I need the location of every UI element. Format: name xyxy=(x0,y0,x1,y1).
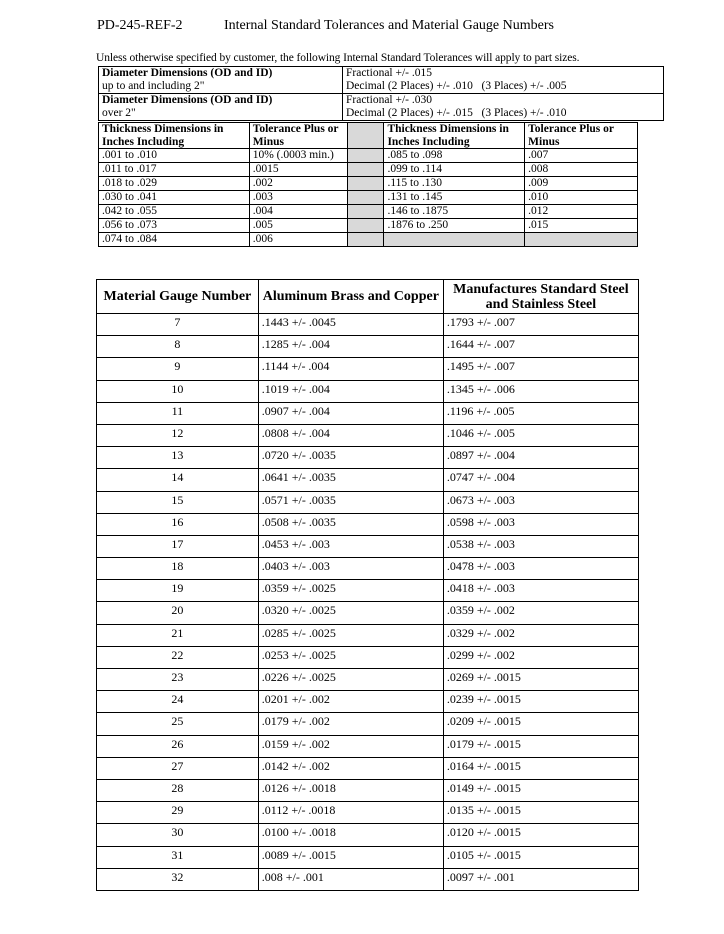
decimal-tolerance: Decimal (2 Places) +/- .010 (3 Places) +/- .005 xyxy=(346,79,567,92)
gauge-number: 11 xyxy=(97,402,259,424)
tolerance-value: .005 xyxy=(249,219,347,233)
tolerance-value: 10% (.0003 min.) xyxy=(249,149,347,163)
gauge-number: 18 xyxy=(97,558,259,580)
aluminum-brass-copper-value: .0907 +/- .004 xyxy=(258,402,443,424)
gauge-header-row xyxy=(97,280,639,314)
table-row xyxy=(97,802,639,824)
diameter-row xyxy=(99,67,664,94)
tolerance-value: .002 xyxy=(249,177,347,191)
table-row xyxy=(97,691,639,713)
aluminum-brass-copper-value: .1019 +/- .004 xyxy=(258,380,443,402)
steel-stainless-value: .0209 +/- .0015 xyxy=(443,713,638,735)
table-row xyxy=(97,358,639,380)
steel-stainless-value: .0105 +/- .0015 xyxy=(443,846,638,868)
aluminum-brass-copper-value: .0808 +/- .004 xyxy=(258,424,443,446)
aluminum-brass-copper-value: .0100 +/- .0018 xyxy=(258,824,443,846)
tolerance-value: .007 xyxy=(525,149,638,163)
steel-stainless-value: .0120 +/- .0015 xyxy=(443,824,638,846)
thickness-range: .042 to .055 xyxy=(99,205,250,219)
diameter-tolerance-cell xyxy=(343,67,664,94)
steel-stainless-value: .0239 +/- .0015 xyxy=(443,691,638,713)
gauge-number: 29 xyxy=(97,802,259,824)
table-row xyxy=(97,424,639,446)
diameter-tolerance-cell xyxy=(343,94,664,121)
steel-stainless-value: .1793 +/- .007 xyxy=(443,314,638,336)
steel-stainless-value: .0897 +/- .004 xyxy=(443,447,638,469)
page-title: Internal Standard Tolerances and Material Gauge Numbers xyxy=(224,18,554,33)
steel-stainless-value: .0179 +/- .0015 xyxy=(443,735,638,757)
intro-text: Unless otherwise specified by customer, the following Internal Standard Tolerances will apply to part sizes. xyxy=(96,52,580,64)
gauge-number: 30 xyxy=(97,824,259,846)
gauge-number: 23 xyxy=(97,669,259,691)
thickness-range: .1876 to .250 xyxy=(384,219,525,233)
aluminum-brass-copper-value: .0126 +/- .0018 xyxy=(258,779,443,801)
table-row xyxy=(97,558,639,580)
gauge-number: 7 xyxy=(97,314,259,336)
thickness-row xyxy=(99,163,638,177)
gauge-number: 21 xyxy=(97,624,259,646)
gauge-number: 13 xyxy=(97,447,259,469)
diameter-label: Diameter Dimensions (OD and ID) xyxy=(102,94,273,106)
thickness-range: .056 to .073 xyxy=(99,219,250,233)
table-row xyxy=(97,624,639,646)
gauge-number: 24 xyxy=(97,691,259,713)
gauge-number: 16 xyxy=(97,513,259,535)
column-header: Aluminum Brass and Copper xyxy=(258,280,443,314)
steel-stainless-value: .1345 +/- .006 xyxy=(443,380,638,402)
aluminum-brass-copper-value: .0641 +/- .0035 xyxy=(258,469,443,491)
table-row xyxy=(97,713,639,735)
aluminum-brass-copper-value: .0089 +/- .0015 xyxy=(258,846,443,868)
table-row xyxy=(97,779,639,801)
document-id: PD-245-REF-2 xyxy=(97,18,183,33)
gauge-number: 26 xyxy=(97,735,259,757)
aluminum-brass-copper-value: .0112 +/- .0018 xyxy=(258,802,443,824)
table-row xyxy=(97,469,639,491)
fractional-tolerance: Fractional +/- .030 xyxy=(346,94,433,106)
steel-stainless-value: .0164 +/- .0015 xyxy=(443,757,638,779)
tolerance-value: .008 xyxy=(525,163,638,177)
table-row xyxy=(97,513,639,535)
table-row xyxy=(97,314,639,336)
steel-stainless-value: .0478 +/- .003 xyxy=(443,558,638,580)
spacer-cell xyxy=(347,177,384,191)
thickness-range: .131 to .145 xyxy=(384,191,525,205)
table-row xyxy=(97,646,639,668)
gauge-number: 20 xyxy=(97,602,259,624)
spacer-cell xyxy=(347,219,384,233)
column-header: Thickness Dimensions in Inches Including xyxy=(384,123,525,149)
steel-stainless-value: .0299 +/- .002 xyxy=(443,646,638,668)
tolerance-value xyxy=(525,233,638,247)
tolerance-value: .003 xyxy=(249,191,347,205)
steel-stainless-value: .0097 +/- .001 xyxy=(443,868,638,890)
aluminum-brass-copper-value: .0142 +/- .002 xyxy=(258,757,443,779)
gauge-number: 22 xyxy=(97,646,259,668)
thickness-range: .001 to .010 xyxy=(99,149,250,163)
table-row xyxy=(97,735,639,757)
spacer-cell xyxy=(347,233,384,247)
aluminum-brass-copper-value: .008 +/- .001 xyxy=(258,868,443,890)
aluminum-brass-copper-value: .1285 +/- .004 xyxy=(258,336,443,358)
table-row xyxy=(97,535,639,557)
thickness-row xyxy=(99,191,638,205)
gauge-number: 31 xyxy=(97,846,259,868)
tolerance-value: .012 xyxy=(525,205,638,219)
fractional-tolerance: Fractional +/- .015 xyxy=(346,67,433,79)
steel-stainless-value: .0673 +/- .003 xyxy=(443,491,638,513)
gauge-number: 32 xyxy=(97,868,259,890)
tolerance-value: .015 xyxy=(525,219,638,233)
table-row xyxy=(97,491,639,513)
steel-stainless-value: .0269 +/- .0015 xyxy=(443,669,638,691)
tolerance-value: .010 xyxy=(525,191,638,205)
gauge-number: 12 xyxy=(97,424,259,446)
table-row xyxy=(97,402,639,424)
decimal-tolerance: Decimal (2 Places) +/- .015 (3 Places) +/- .010 xyxy=(346,106,567,119)
aluminum-brass-copper-value: .0320 +/- .0025 xyxy=(258,602,443,624)
column-header: Manufactures Standard Steel and Stainless Steel xyxy=(443,280,638,314)
steel-stainless-value: .0598 +/- .003 xyxy=(443,513,638,535)
column-header: Thickness Dimensions in Inches Including xyxy=(99,123,250,149)
steel-stainless-value: .0418 +/- .003 xyxy=(443,580,638,602)
aluminum-brass-copper-value: .0403 +/- .003 xyxy=(258,558,443,580)
table-row xyxy=(97,868,639,890)
aluminum-brass-copper-value: .0453 +/- .003 xyxy=(258,535,443,557)
steel-stainless-value: .0135 +/- .0015 xyxy=(443,802,638,824)
thickness-row xyxy=(99,205,638,219)
tolerance-value: .004 xyxy=(249,205,347,219)
tolerance-value: .0015 xyxy=(249,163,347,177)
steel-stainless-value: .0747 +/- .004 xyxy=(443,469,638,491)
diameter-range: up to and including 2" xyxy=(102,79,205,92)
diameter-row xyxy=(99,94,664,121)
gauge-number: 8 xyxy=(97,336,259,358)
aluminum-brass-copper-value: .1144 +/- .004 xyxy=(258,358,443,380)
aluminum-brass-copper-value: .0285 +/- .0025 xyxy=(258,624,443,646)
thickness-row xyxy=(99,177,638,191)
page-header xyxy=(97,18,554,34)
steel-stainless-value: .0538 +/- .003 xyxy=(443,535,638,557)
steel-stainless-value: .0329 +/- .002 xyxy=(443,624,638,646)
thickness-range: .085 to .098 xyxy=(384,149,525,163)
diameter-label: Diameter Dimensions (OD and ID) xyxy=(102,67,273,79)
aluminum-brass-copper-value: .0201 +/- .002 xyxy=(258,691,443,713)
thickness-row xyxy=(99,149,638,163)
diameter-tolerance-table xyxy=(98,66,664,121)
diameter-label-cell xyxy=(99,67,343,94)
aluminum-brass-copper-value: .0253 +/- .0025 xyxy=(258,646,443,668)
gauge-number: 28 xyxy=(97,779,259,801)
spacer-cell xyxy=(347,205,384,219)
gauge-number: 25 xyxy=(97,713,259,735)
thickness-range: .115 to .130 xyxy=(384,177,525,191)
steel-stainless-value: .0149 +/- .0015 xyxy=(443,779,638,801)
thickness-range: .074 to .084 xyxy=(99,233,250,247)
table-row xyxy=(97,669,639,691)
steel-stainless-value: .1196 +/- .005 xyxy=(443,402,638,424)
thickness-range: .030 to .041 xyxy=(99,191,250,205)
steel-stainless-value: .1644 +/- .007 xyxy=(443,336,638,358)
table-row xyxy=(97,336,639,358)
spacer-cell xyxy=(347,149,384,163)
column-header: Tolerance Plus or Minus xyxy=(249,123,347,149)
tolerance-value: .009 xyxy=(525,177,638,191)
steel-stainless-value: .1046 +/- .005 xyxy=(443,424,638,446)
gauge-number: 27 xyxy=(97,757,259,779)
column-header: Tolerance Plus or Minus xyxy=(525,123,638,149)
aluminum-brass-copper-value: .0226 +/- .0025 xyxy=(258,669,443,691)
gauge-number: 15 xyxy=(97,491,259,513)
table-row xyxy=(97,447,639,469)
column-header: Material Gauge Number xyxy=(97,280,259,314)
aluminum-brass-copper-value: .0159 +/- .002 xyxy=(258,735,443,757)
gauge-number: 9 xyxy=(97,358,259,380)
steel-stainless-value: .0359 +/- .002 xyxy=(443,602,638,624)
diameter-range: over 2" xyxy=(102,106,136,119)
material-gauge-table xyxy=(96,279,639,891)
table-row xyxy=(97,824,639,846)
thickness-row xyxy=(99,233,638,247)
thickness-tolerance-table xyxy=(98,122,638,247)
aluminum-brass-copper-value: .0179 +/- .002 xyxy=(258,713,443,735)
table-row xyxy=(97,580,639,602)
thickness-range: .099 to .114 xyxy=(384,163,525,177)
thickness-header-row xyxy=(99,123,638,149)
tolerance-value: .006 xyxy=(249,233,347,247)
thickness-row xyxy=(99,219,638,233)
aluminum-brass-copper-value: .0720 +/- .0035 xyxy=(258,447,443,469)
gauge-number: 17 xyxy=(97,535,259,557)
aluminum-brass-copper-value: .1443 +/- .0045 xyxy=(258,314,443,336)
thickness-range: .011 to .017 xyxy=(99,163,250,177)
aluminum-brass-copper-value: .0571 +/- .0035 xyxy=(258,491,443,513)
steel-stainless-value: .1495 +/- .007 xyxy=(443,358,638,380)
table-row xyxy=(97,846,639,868)
spacer-cell xyxy=(347,123,384,149)
table-row xyxy=(97,380,639,402)
thickness-range: .146 to .1875 xyxy=(384,205,525,219)
diameter-label-cell xyxy=(99,94,343,121)
table-row xyxy=(97,757,639,779)
gauge-number: 14 xyxy=(97,469,259,491)
gauge-number: 10 xyxy=(97,380,259,402)
spacer-cell xyxy=(347,191,384,205)
spacer-cell xyxy=(347,163,384,177)
gauge-number: 19 xyxy=(97,580,259,602)
aluminum-brass-copper-value: .0508 +/- .0035 xyxy=(258,513,443,535)
table-row xyxy=(97,602,639,624)
aluminum-brass-copper-value: .0359 +/- .0025 xyxy=(258,580,443,602)
thickness-range xyxy=(384,233,525,247)
thickness-range: .018 to .029 xyxy=(99,177,250,191)
